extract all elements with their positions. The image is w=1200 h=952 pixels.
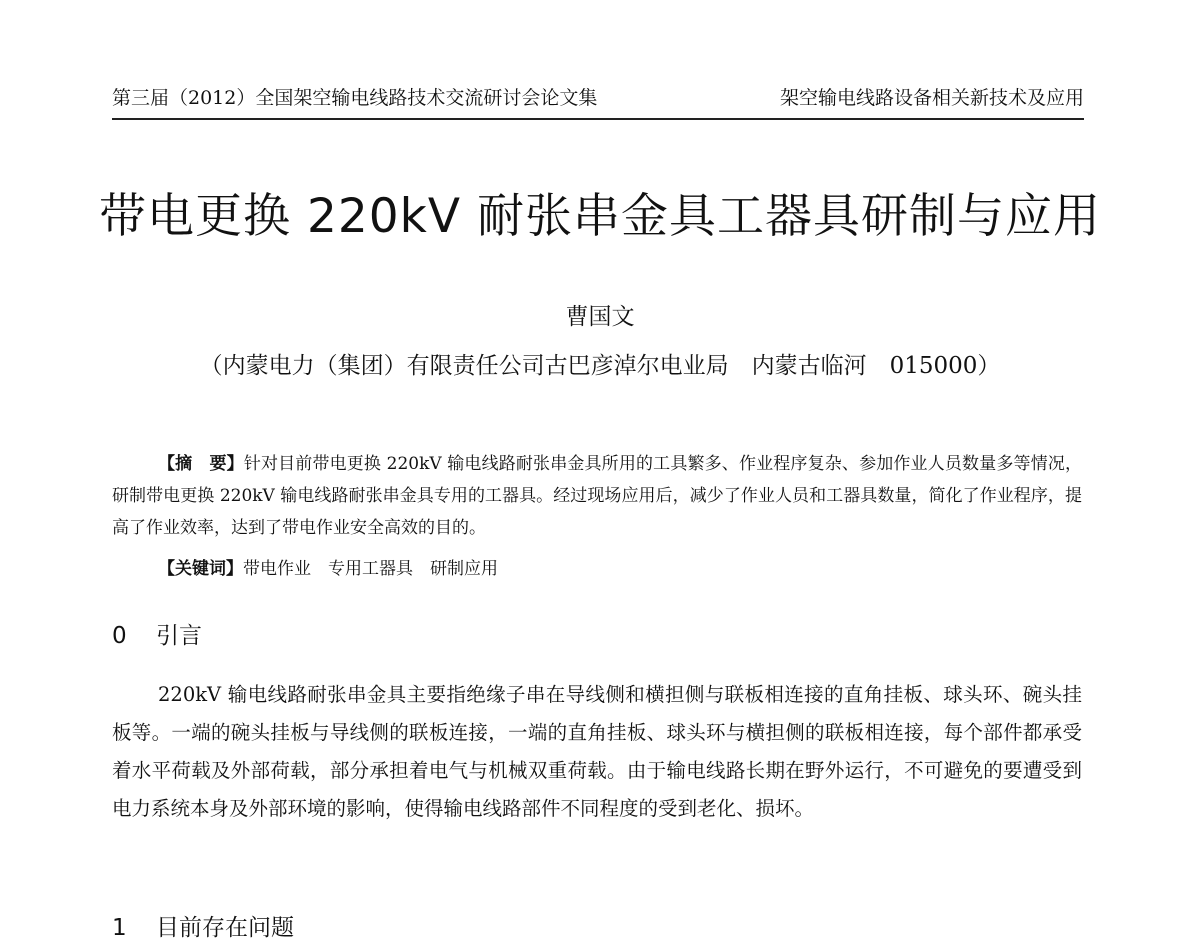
introduction-paragraph: 220kV 输电线路耐张串金具主要指绝缘子串在导线侧和横担侧与联板相连接的直角挂板、球头环、碗头挂板等。一端的碗头挂板与导线侧的联板连接，一端的直角挂板、球头环与横担侧的联板相连接，每个部件都承受着水平荷载及外部荷载，部分承担着电气与机械双重荷载。由于输电线路长期在野外运行，不可避免的要遭受到电力系统本身及外部环境的影响，使得输电线路部件不同程度的受到老化、损坏。	[112, 683, 1082, 820]
keywords	[158, 553, 1078, 585]
author-name: 曹国文	[565, 304, 635, 330]
section-heading-current-problems	[112, 912, 294, 944]
section-title: 目前存在问题	[156, 915, 294, 941]
keywords-label: 【关键词】	[158, 559, 243, 579]
running-header	[112, 84, 1084, 120]
abstract-text: 针对目前带电更换 220kV 输电线路耐张串金具所用的工具繁多、作业程序复杂、参加作业人员数量多等情况，研制带电更换 220kV 输电线路耐张串金具专用的工器具。经过现场应用后，减少了作业人员和工器具数量，简化了作业程序，提高了作业效率，达到了带电作业安全高效的目的。	[112, 454, 1083, 538]
author-affiliation: （内蒙电力（集团）有限责任公司古巴彦淖尔电业局 内蒙古临河 015000）	[199, 353, 1001, 379]
section-number: 1	[112, 915, 127, 941]
header-proceedings-title: 第三届（2012）全国架空输电线路技术交流研讨会论文集	[112, 87, 598, 109]
abstract-label: 【摘 要】	[158, 454, 244, 474]
section-title: 引言	[156, 623, 202, 649]
keywords-text: 带电作业 专用工器具 研制应用	[243, 559, 498, 579]
header-section-title: 架空输电线路设备相关新技术及应用	[779, 87, 1084, 109]
section-heading-introduction	[112, 620, 202, 652]
abstract	[112, 448, 1082, 544]
paper-title: 带电更换 220kV 耐张串金具工器具研制与应用	[99, 189, 1101, 244]
section-number: 0	[112, 623, 127, 649]
